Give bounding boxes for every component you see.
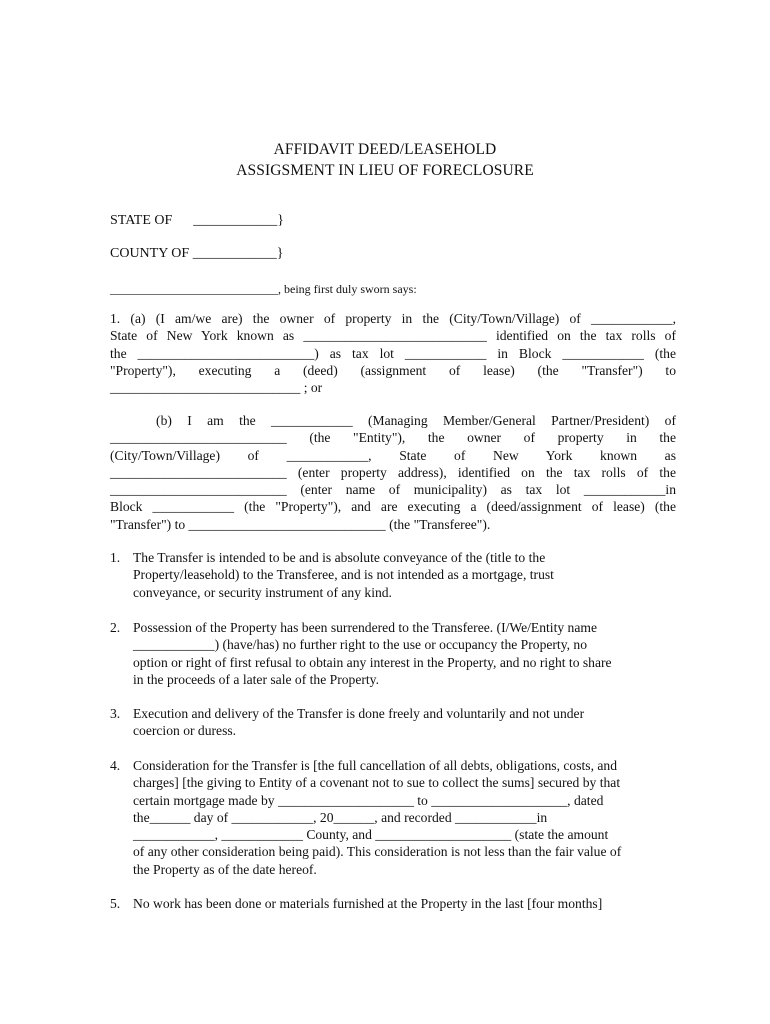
item-line: the______ day of ____________, 20______, and recorded ____________in — [133, 809, 548, 825]
item-number: 3. — [110, 706, 121, 721]
item-line: in the proceeds of a later sale of the Property. — [133, 671, 379, 687]
item-body — [133, 705, 678, 740]
item-number: 5. — [110, 896, 121, 911]
item-body — [133, 619, 678, 688]
item-number: 2. — [110, 620, 121, 635]
paragraph-line: ____________________________ ; or — [110, 380, 323, 396]
item-number: 1. — [110, 550, 121, 565]
document-title-line-2: ASSIGSMENT IN LIEU OF FORECLOSURE — [236, 162, 534, 179]
item-line: coercion or duress. — [133, 723, 237, 739]
venue-state-line: STATE OF ____________} — [110, 213, 284, 228]
paragraph-1a — [110, 310, 676, 396]
item-line: ____________) (have/has) no further right to the use or occupancy the Property, no — [133, 637, 588, 653]
item-body — [133, 895, 678, 912]
paragraph-line: the __________________________) as tax lot ____________ in Block ____________ (the — [110, 345, 676, 361]
paragraph-line: "Transfer") to _____________________________ (the "Transferee"). — [110, 516, 491, 532]
paragraph-line: __________________________ (enter property address), identified on the tax rolls of the — [110, 464, 676, 480]
item-line: Consideration for the Transfer is [the full cancellation of all debts, obligations, costs, and — [133, 758, 617, 773]
paragraph-line: (b) I am the ____________ (Managing Member/General Partner/President) of — [110, 413, 676, 428]
item-line: charges] [the giving to Entity of a covenant not to sue to collect the sums] secured by that — [133, 775, 621, 791]
item-line: Execution and delivery of the Transfer is done freely and voluntarily and not under — [133, 706, 585, 721]
paragraph-line: "Property"), executing a (deed) (assignment of lease) (the "Transfer") to — [110, 362, 676, 378]
item-line: option or right of first refusal to obtain any interest in the Property, and no right to share — [133, 654, 612, 670]
paragraph-line: __________________________ (enter name of municipality) as tax lot ____________in — [110, 482, 676, 498]
item-number: 4. — [110, 758, 121, 773]
item-body — [133, 757, 678, 878]
paragraph-line: __________________________ (the "Entity"), the owner of property in the — [110, 430, 676, 446]
paragraph-1b — [110, 412, 676, 533]
paragraph-line: (City/Town/Village) of ____________, State of New York known as — [110, 447, 676, 463]
item-body — [133, 549, 678, 601]
item-line: conveyance, or security instrument of any kind. — [133, 584, 392, 600]
document-title-line-1: AFFIDAVIT DEED/LEASEHOLD — [273, 141, 497, 158]
paragraph-line: 1. (a) (I am/we are) the owner of property in the (City/Town/Village) of ____________, — [110, 311, 676, 326]
item-line: The Transfer is intended to be and is absolute conveyance of the (title to the — [133, 550, 546, 565]
item-line: of any other consideration being paid). This consideration is not less than the fair value of — [133, 844, 622, 860]
sworn-statement-line: ____________________________, being first duly sworn says: — [110, 282, 417, 296]
item-line: Property/leasehold) to the Transferee, and is not intended as a mortgage, trust — [133, 567, 554, 583]
item-line: ____________, ____________ County, and ____________________ (state the amount — [133, 827, 609, 843]
item-line: No work has been done or materials furnished at the Property in the last [four months] — [133, 896, 603, 911]
item-line: Possession of the Property has been surrendered to the Transferee. (I/We/Entity name — [133, 620, 597, 635]
item-line: certain mortgage made by ____________________ to ____________________, dated — [133, 792, 604, 808]
venue-county-line: COUNTY OF ____________} — [110, 246, 284, 261]
paragraph-line: State of New York known as ___________________________ identified on the tax rolls of — [110, 328, 676, 344]
paragraph-line: Block ____________ (the "Property"), and are executing a (deed/assignment of lease) (the — [110, 499, 676, 515]
item-line: the Property as of the date hereof. — [133, 861, 317, 877]
